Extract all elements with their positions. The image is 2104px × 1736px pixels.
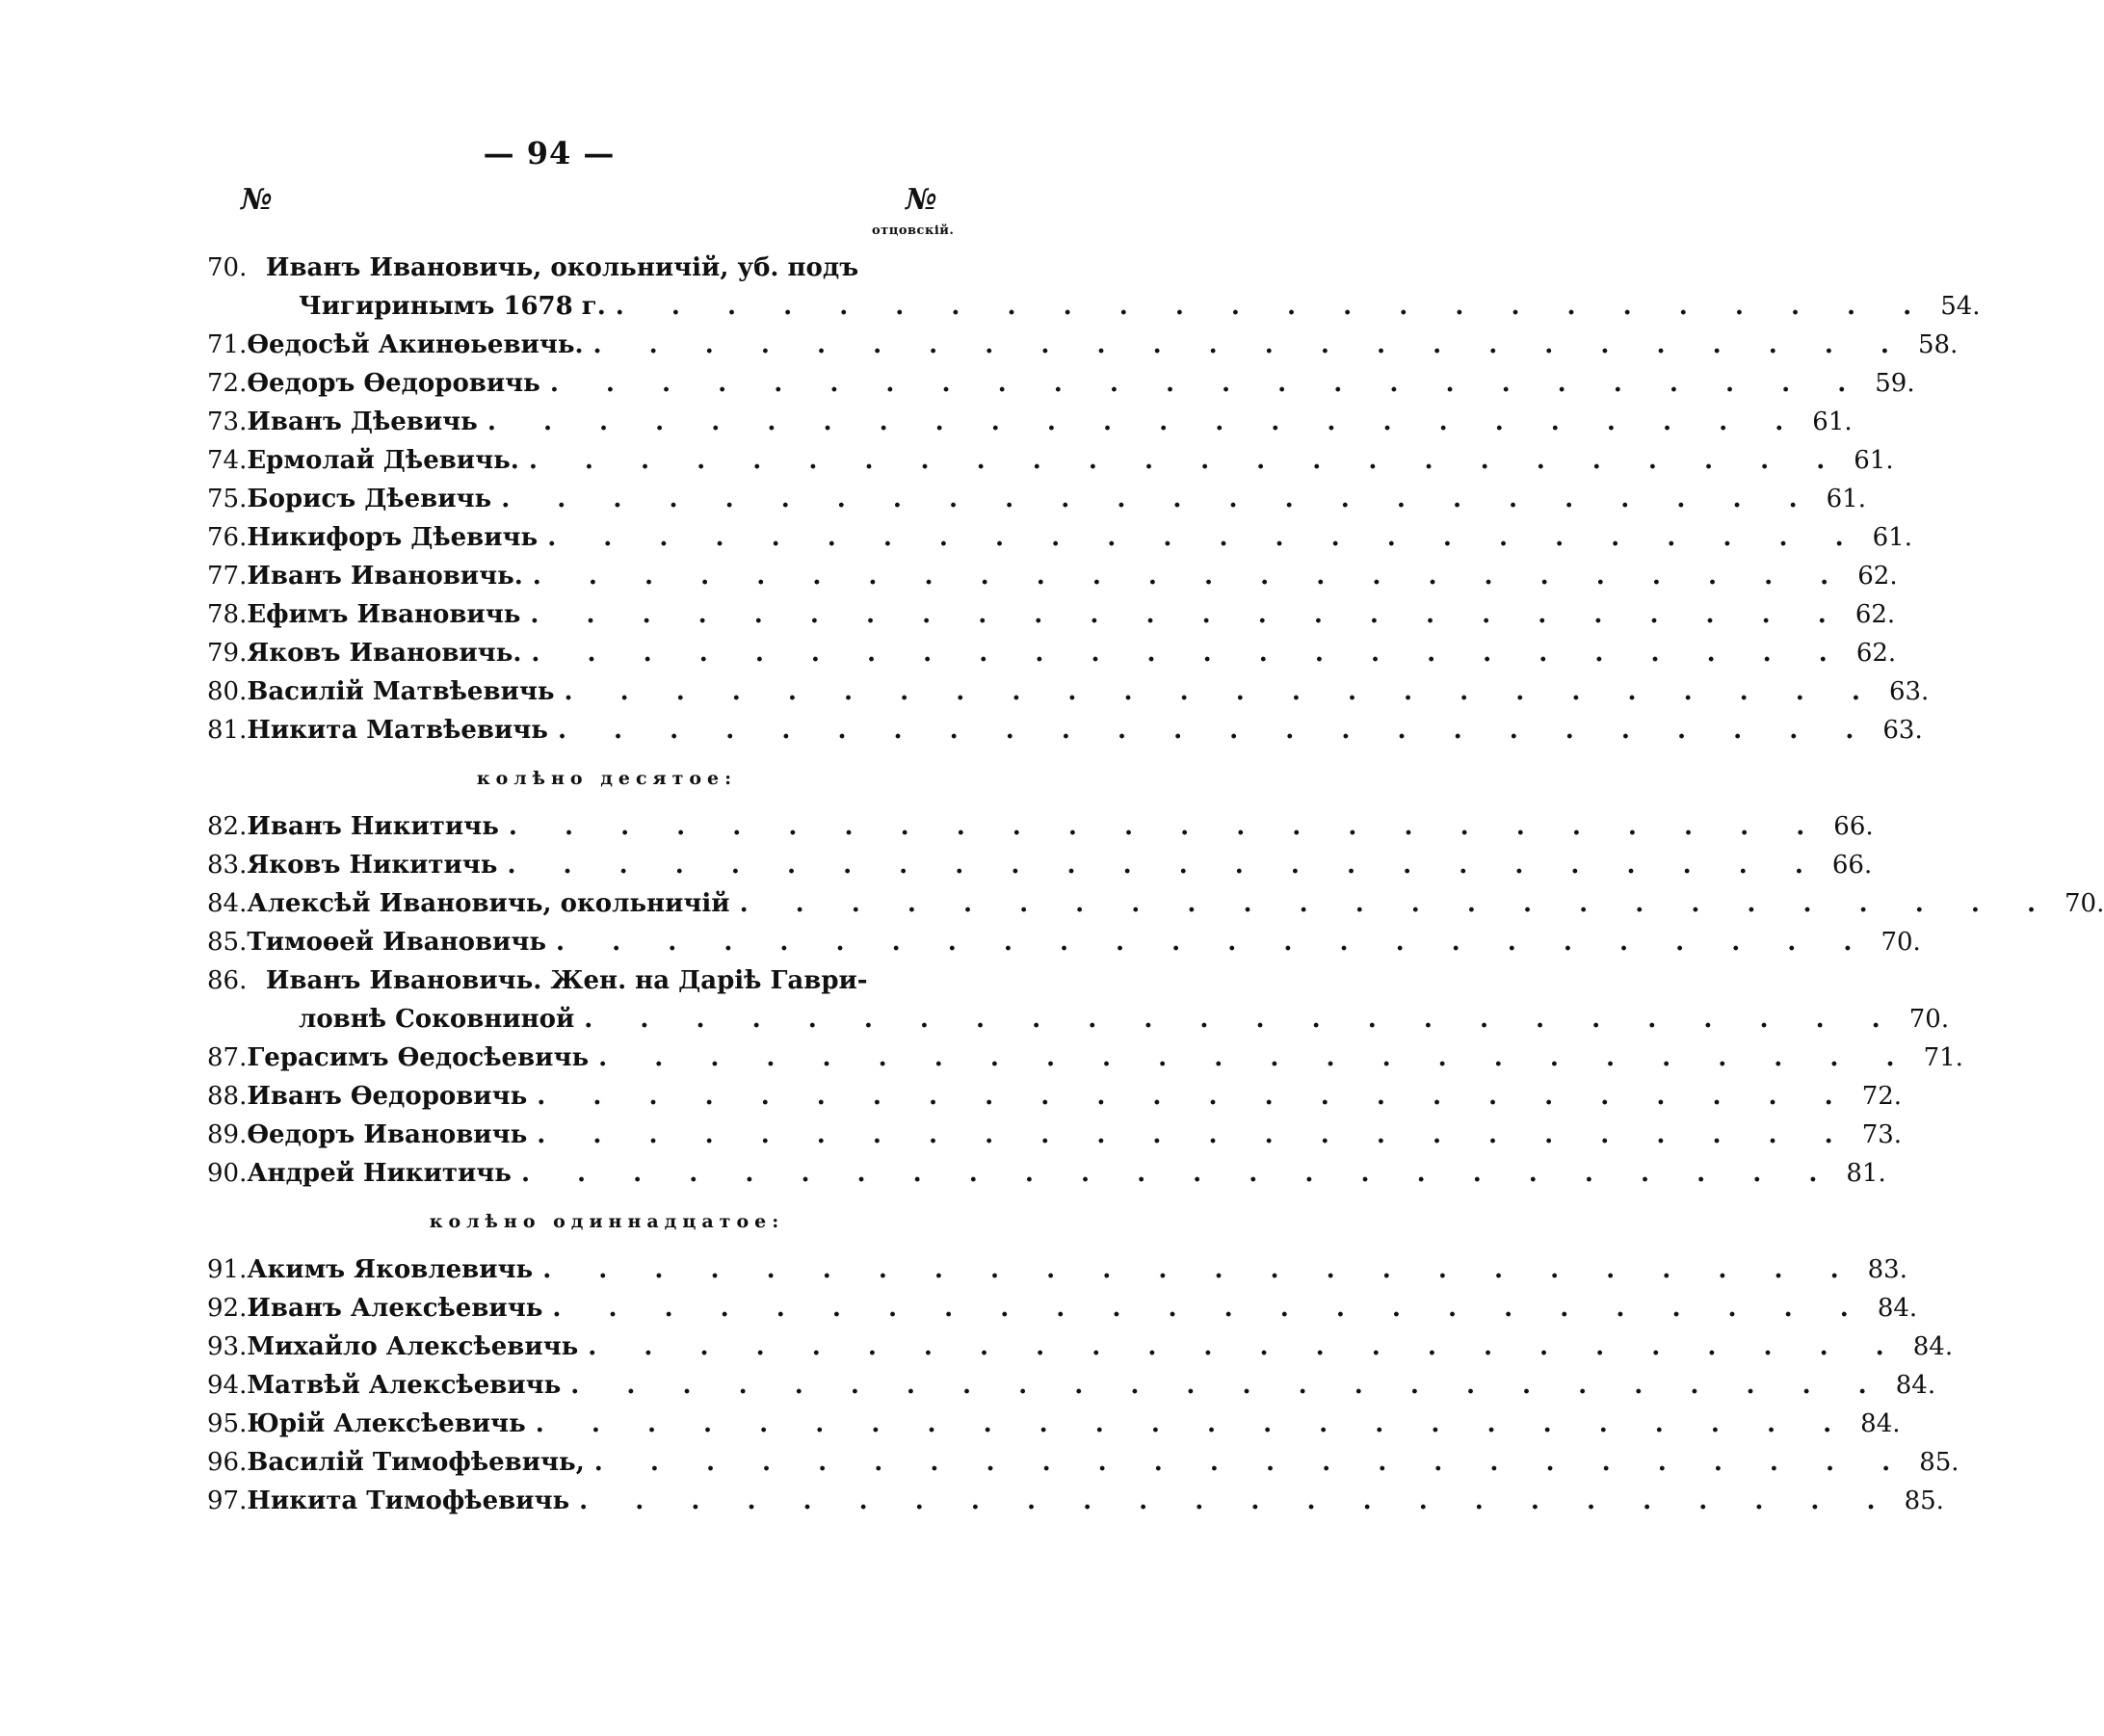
list-item xyxy=(207,807,1874,846)
entry-number: 79. xyxy=(207,639,248,668)
dot-leader: . . . . . . . . . . . . . . . . . . . . . . . . xyxy=(530,600,1846,629)
father-number-column-subheader: отцовскій. xyxy=(872,224,955,238)
dot-leader: . . . . . . . . . . . . . . . . . . . . . . . . xyxy=(508,812,1825,841)
list-item xyxy=(207,518,1912,557)
entry-number: 74. xyxy=(207,446,248,475)
entry-name: Яковъ Никитичь xyxy=(247,851,498,880)
father-number: 58. xyxy=(1917,330,1959,359)
dot-leader: . . . . . . . . . . . . . . . . . . . . . . . . xyxy=(487,408,1803,436)
entry-name: Өедосѣй Акинөьевичь. xyxy=(247,330,584,359)
entry-number: 96. xyxy=(207,1448,248,1477)
entry-name: Тимоөей Ивановичь xyxy=(247,928,547,957)
list-item xyxy=(207,1366,1936,1405)
entry-number: 80. xyxy=(207,677,248,706)
list-item xyxy=(207,923,1921,961)
father-number: 72. xyxy=(1861,1082,1903,1111)
dot-leader: . . . . . . . . . . . . . . . . . . . . . . . . xyxy=(556,928,1872,957)
list-item xyxy=(207,403,1853,441)
dot-leader: . . . . . . . . . . . . . . . . . . . . . . . . xyxy=(593,1448,1910,1477)
father-number: 84. xyxy=(1895,1371,1936,1400)
section-heading: колѣно одиннадцатое: xyxy=(429,1211,785,1232)
father-number: 83. xyxy=(1867,1255,1907,1284)
entry-name: Иванъ Дѣевичь xyxy=(247,408,478,436)
father-number: 71. xyxy=(1923,1043,1963,1072)
dot-leader: . . . . . . . . . . . . . . . . . . . . . . . . xyxy=(584,1005,1900,1034)
father-number: 62. xyxy=(1855,639,1897,668)
dot-leader: . . . . . . . . . . . . . . . . . . . . . . . . xyxy=(520,1159,1837,1188)
dot-leader: . . . . . . . . . . . . . . . . . . . . . . . . xyxy=(549,369,1866,398)
entry-number: 91. xyxy=(207,1255,248,1284)
list-item xyxy=(207,1039,1963,1077)
entry-name: Ермолай Дѣевичь. xyxy=(247,446,519,475)
father-number: 54. xyxy=(1940,292,1981,321)
list-item xyxy=(207,711,1923,750)
list-item xyxy=(207,672,1930,711)
list-item xyxy=(207,884,2104,923)
father-number: 70. xyxy=(2065,889,2104,918)
entry-name: Никита Матвѣевичь xyxy=(247,716,548,745)
list-item xyxy=(207,961,968,1000)
father-number: 66. xyxy=(1833,812,1874,841)
entry-number: 83. xyxy=(207,851,248,880)
entry-name: Герасимъ Өедосѣевичь xyxy=(247,1043,590,1072)
entry-number: 87. xyxy=(207,1043,248,1072)
dot-leader: . . . . . . . . . . . . . . . . . . . . . . . . xyxy=(598,1043,1914,1072)
entry-number: 75. xyxy=(207,485,248,513)
dot-leader: . . . . . . . . . . . . . . . . . . . . . . . . xyxy=(552,1294,1868,1323)
entry-number: 76. xyxy=(207,523,248,552)
dot-leader: . . . . . . . . . . . . . . . . . . . . . . . . xyxy=(739,889,2055,918)
dot-leader: . . . . . . . . . . . . . . . . . . . . . . . . xyxy=(547,523,1863,552)
entry-number: 71. xyxy=(207,330,248,359)
father-number: 63. xyxy=(1888,677,1930,706)
entry-name: Михайло Алексѣевичь xyxy=(247,1332,579,1361)
entry-number: 82. xyxy=(207,812,248,841)
list-item-continuation xyxy=(207,287,1981,326)
entry-name: Алексѣй Ивановичь, окольничій xyxy=(247,889,730,918)
entry-name: Борисъ Дѣевичь xyxy=(247,485,492,513)
entry-name: Андрей Никитичь xyxy=(247,1159,512,1188)
father-number: 66. xyxy=(1831,851,1873,880)
entry-number: 97. xyxy=(207,1486,248,1515)
father-number: 81. xyxy=(1846,1159,1886,1188)
entry-number: 89. xyxy=(207,1120,248,1149)
entry-number: 95. xyxy=(207,1409,248,1438)
dot-leader: . . . . . . . . . . . . . . . . . . . . . . . . xyxy=(531,639,1847,668)
entry-name: Иванъ Ивановичь, окольничій, уб. подъ xyxy=(265,253,859,282)
entry-name: Иванъ Никитичь xyxy=(247,812,499,841)
list-item xyxy=(207,1077,1903,1116)
father-number: 63. xyxy=(1882,716,1923,745)
dot-leader: . . . . . . . . . . . . . . . . . . . . . . . . xyxy=(532,562,1849,591)
entry-number: 85. xyxy=(207,928,248,957)
dot-leader: . . . . . . . . . . . . . . . . . . . . . . . . xyxy=(570,1371,1886,1400)
father-number: 73. xyxy=(1861,1120,1903,1149)
entry-name: ловнѣ Соковниной xyxy=(299,1005,575,1034)
father-number: 85. xyxy=(1919,1448,1959,1477)
list-item xyxy=(207,1154,1886,1193)
entry-number: 72. xyxy=(207,369,248,398)
entry-number: 81. xyxy=(207,716,248,745)
dot-leader: . . . . . . . . . . . . . . . . . . . . . . . . xyxy=(507,851,1823,880)
entry-name: Иванъ Ивановичь. Жен. на Дарiѣ Гаври- xyxy=(265,966,868,995)
dot-leader: . . . . . . . . . . . . . . . . . . . . . . . . xyxy=(615,292,1932,321)
number-column-header: № xyxy=(241,183,273,217)
entry-number: 84. xyxy=(207,889,248,918)
list-item xyxy=(207,1289,1918,1328)
father-number: 84. xyxy=(1912,1332,1954,1361)
entry-number: 94. xyxy=(207,1371,248,1400)
dot-leader: . . . . . . . . . . . . . . . . . . . . . . . . xyxy=(592,330,1908,359)
list-item xyxy=(207,480,1866,518)
entry-number: 90. xyxy=(207,1159,248,1188)
entry-name: Иванъ Ивановичь. xyxy=(247,562,523,591)
genealogy-list xyxy=(207,249,2104,1520)
entry-name: Өедоръ Ивановичь xyxy=(247,1120,528,1149)
list-item xyxy=(207,249,968,287)
father-number: 84. xyxy=(1860,1409,1901,1438)
father-number: 70. xyxy=(1880,928,1921,957)
entry-number: 78. xyxy=(207,600,248,629)
page-number: — 94 — xyxy=(483,135,616,171)
entry-name: Василій Матвѣевичь xyxy=(247,677,555,706)
entry-number: 92. xyxy=(207,1294,248,1323)
entry-number: 86. xyxy=(207,966,248,995)
father-number: 61. xyxy=(1872,523,1912,552)
list-item-continuation xyxy=(207,1000,1950,1039)
dot-leader: . . . . . . . . . . . . . . . . . . . . . . . . xyxy=(537,1120,1853,1149)
entry-name: Никита Тимофѣевичь xyxy=(247,1486,570,1515)
dot-leader: . . . . . . . . . . . . . . . . . . . . . . . . xyxy=(537,1082,1853,1111)
entry-name: Матвѣй Алексѣевичь xyxy=(247,1371,562,1400)
list-item xyxy=(207,441,1894,480)
list-item xyxy=(207,634,1897,672)
entry-name: Иванъ Алексѣевичь xyxy=(247,1294,543,1323)
father-number: 59. xyxy=(1875,369,1915,398)
list-item xyxy=(207,557,1898,595)
list-item xyxy=(207,1482,1944,1520)
entry-name: Яковъ Ивановичь. xyxy=(247,639,522,668)
father-number: 62. xyxy=(1854,600,1896,629)
father-number: 84. xyxy=(1877,1294,1918,1323)
dot-leader: . . . . . . . . . . . . . . . . . . . . . . . . xyxy=(535,1409,1852,1438)
section-heading: колѣно десятое: xyxy=(476,768,738,789)
entry-number: 88. xyxy=(207,1082,248,1111)
dot-leader: . . . . . . . . . . . . . . . . . . . . . . . . xyxy=(579,1486,1895,1515)
list-item xyxy=(207,1328,1954,1366)
dot-leader: . . . . . . . . . . . . . . . . . . . . . . . . xyxy=(557,716,1874,745)
entry-number: 93. xyxy=(207,1332,248,1361)
father-number: 85. xyxy=(1904,1486,1944,1515)
list-item xyxy=(207,364,1915,403)
entry-number: 73. xyxy=(207,408,248,436)
father-number: 62. xyxy=(1857,562,1898,591)
list-item xyxy=(207,1116,1903,1154)
entry-name: Чигиринымъ 1678 г. xyxy=(299,292,606,321)
list-item xyxy=(207,595,1896,634)
entry-name: Никифоръ Дѣевичь xyxy=(247,523,539,552)
list-item xyxy=(207,1250,1907,1289)
father-number-column-header: № xyxy=(906,183,937,217)
list-item xyxy=(207,1443,1959,1482)
father-number: 70. xyxy=(1908,1005,1950,1034)
father-number: 61. xyxy=(1826,485,1866,513)
list-item xyxy=(207,846,1873,884)
entry-name: Өедоръ Өедоровичь xyxy=(247,369,540,398)
entry-name: Акимъ Яковлевичь xyxy=(247,1255,534,1284)
entry-name: Ефимъ Ивановичь xyxy=(247,600,521,629)
dot-leader: . . . . . . . . . . . . . . . . . . . . . . . . xyxy=(528,446,1845,475)
list-item xyxy=(207,326,1959,364)
dot-leader: . . . . . . . . . . . . . . . . . . . . . . . . xyxy=(542,1255,1858,1284)
dot-leader: . . . . . . . . . . . . . . . . . . . . . . . . xyxy=(564,677,1880,706)
father-number: 61. xyxy=(1854,446,1894,475)
entry-name: Иванъ Өедоровичь xyxy=(247,1082,528,1111)
entry-name: Юрій Алексѣевичь xyxy=(247,1409,526,1438)
dot-leader: . . . . . . . . . . . . . . . . . . . . . . . . xyxy=(588,1332,1904,1361)
entry-number: 70. xyxy=(207,253,248,282)
entry-name: Василій Тимофѣевичь, xyxy=(247,1448,585,1477)
dot-leader: . . . . . . . . . . . . . . . . . . . . . . . . xyxy=(501,485,1817,513)
entry-number: 77. xyxy=(207,562,248,591)
list-item xyxy=(207,1405,1901,1443)
father-number: 61. xyxy=(1812,408,1853,436)
